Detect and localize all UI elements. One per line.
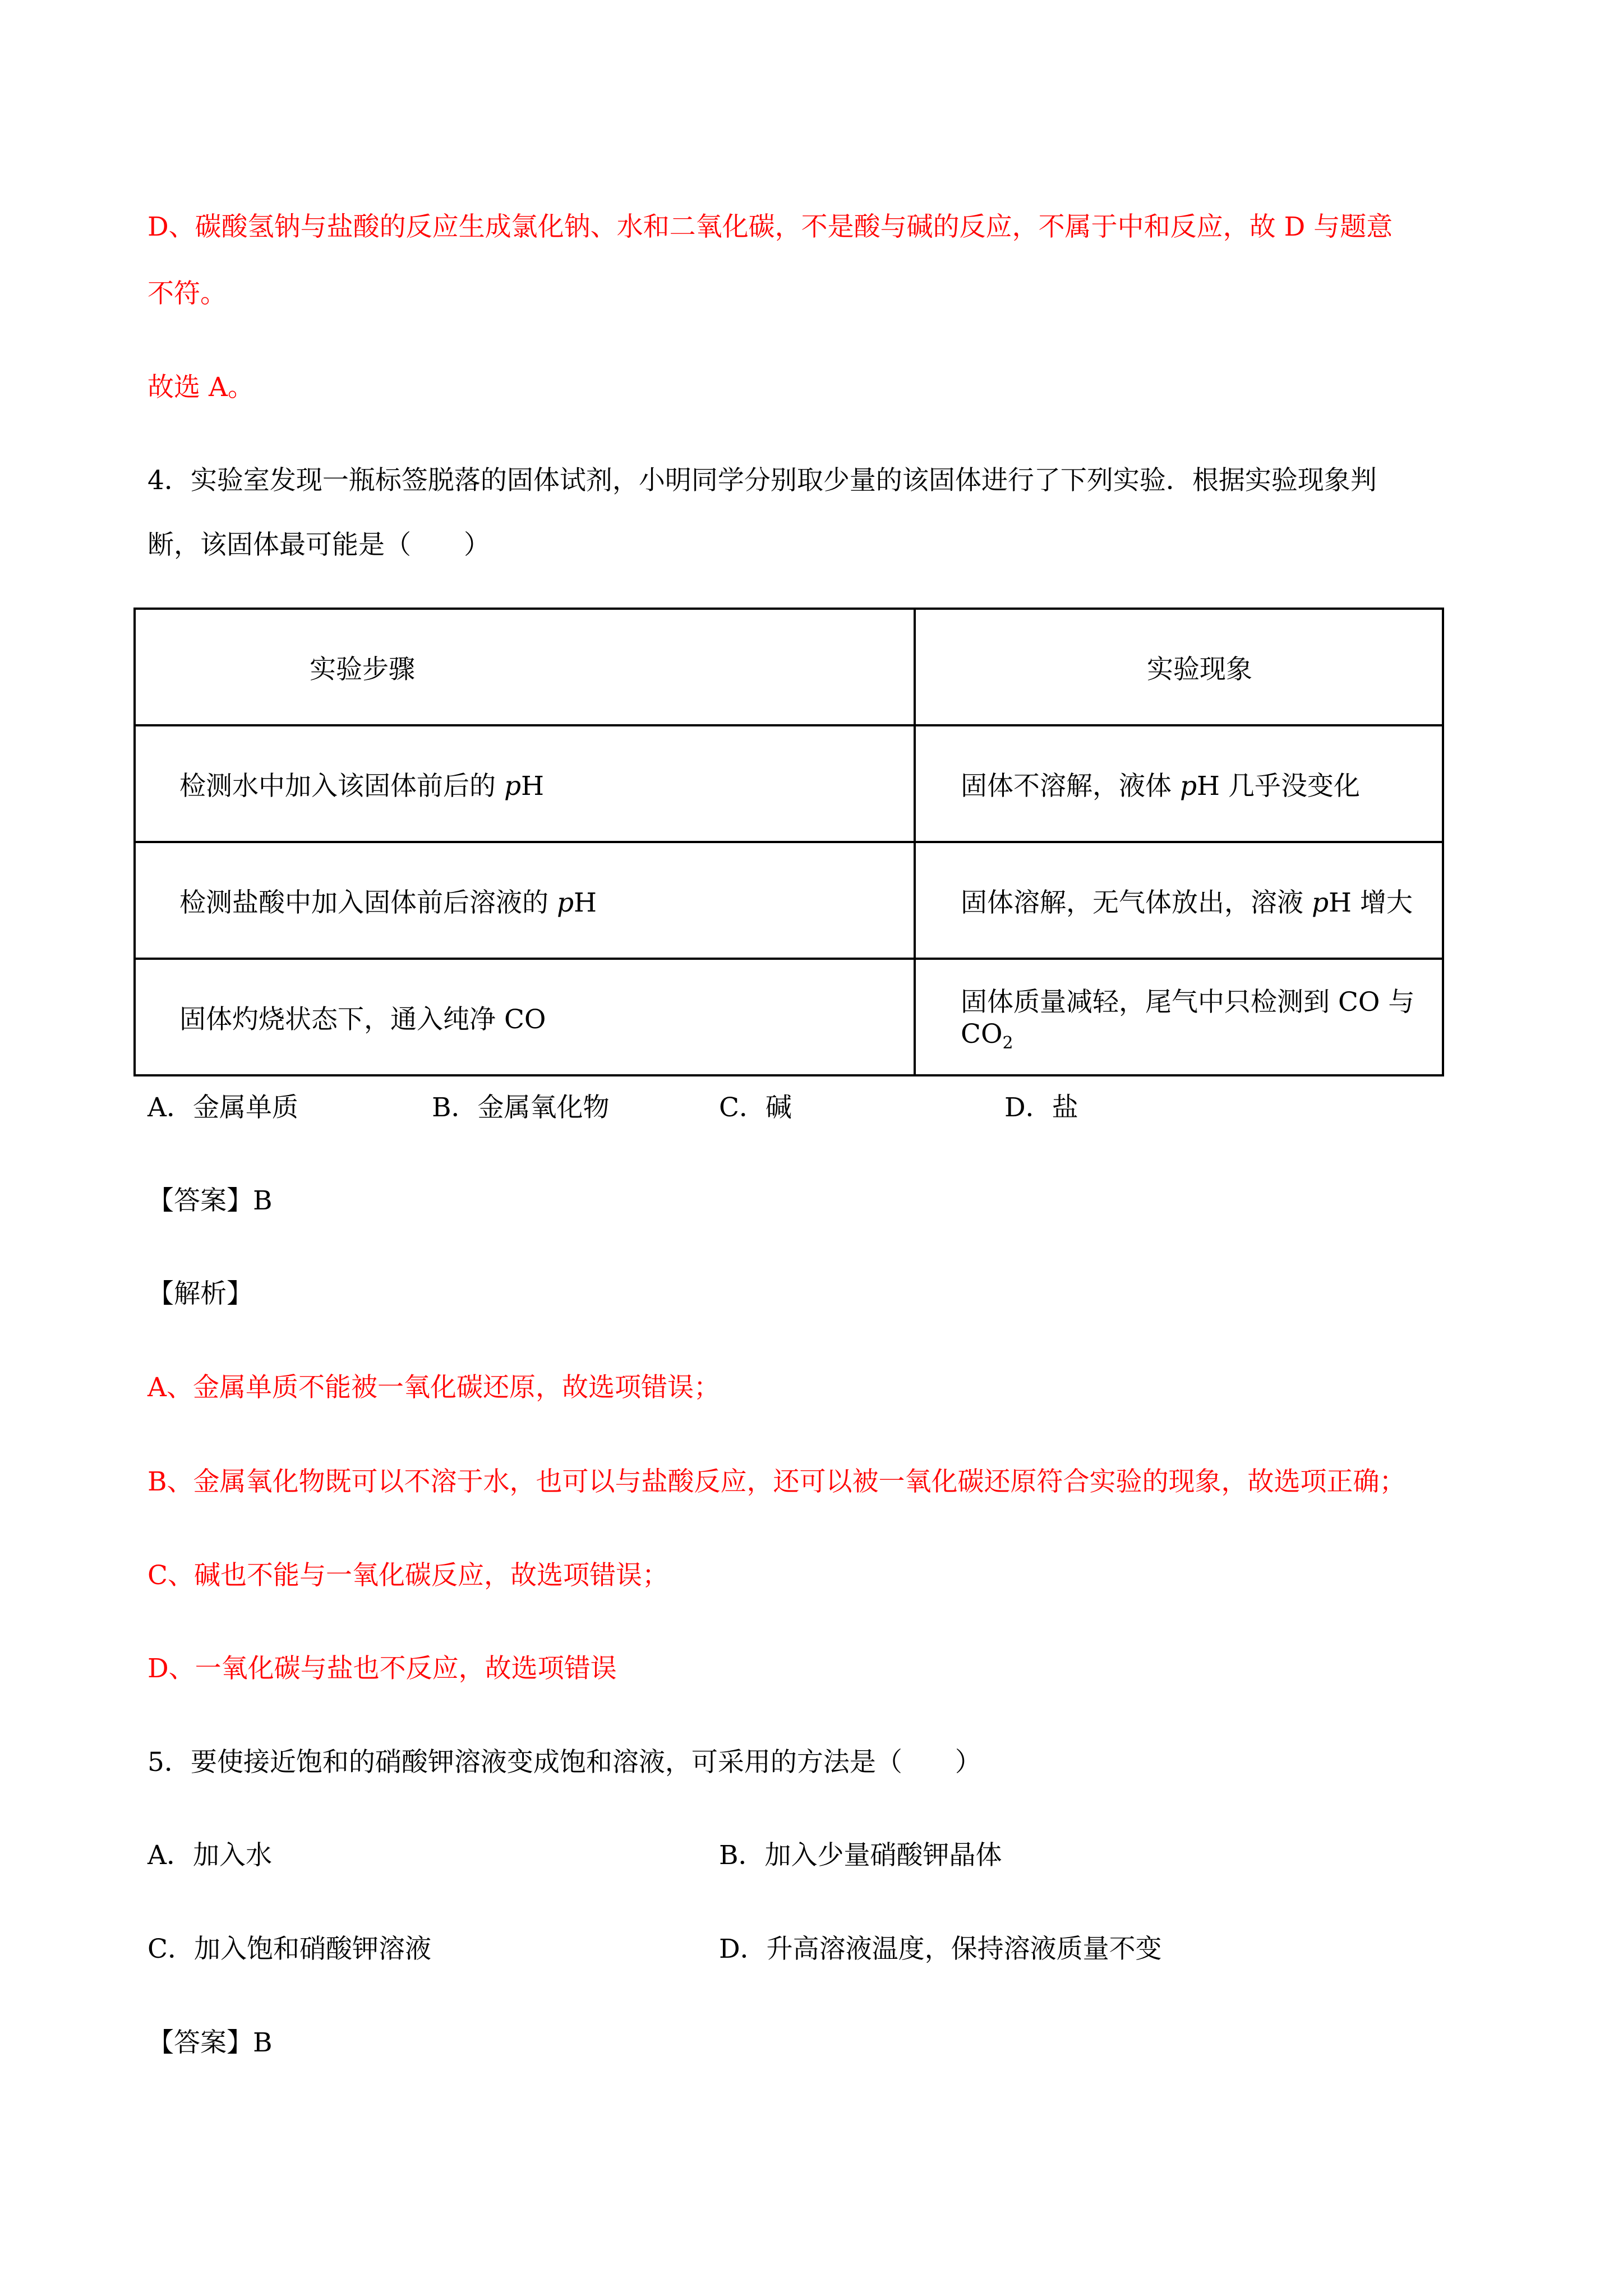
q4-option-b: B．金属氧化物: [432, 1092, 610, 1123]
row3-observation: 固体质量减轻，尾气中只检测到 CO 与 $CO_2$: [915, 959, 1443, 1075]
q4-stem-line1: 4．实验室发现一瓶标签脱落的固体试剂，小明同学分别取少量的该固体进行了下列实验．根据实验现象判: [147, 465, 1377, 496]
experiment-table: [133, 608, 1444, 1076]
q4-analysis-b: B、金属氧化物既可以不溶于水，也可以与盐酸反应，还可以被一氧化碳还原符合实验的现象，故选项正确；: [147, 1466, 1406, 1497]
header-observation: 实验现象: [915, 609, 1443, 725]
q5-option-c: C．加入饱和硝酸钾溶液: [147, 1934, 431, 1964]
table-row: [135, 842, 1443, 959]
table-header-row: [135, 609, 1443, 725]
q3-choice: 故选 A。: [147, 372, 254, 403]
q4-option-c: C．碱: [719, 1092, 792, 1123]
q4-analysis-a: A、金属单质不能被一氧化碳还原，故选项错误；: [147, 1372, 720, 1403]
row3-step: 固体灼烧状态下，通入纯净 CO: [135, 959, 915, 1075]
q4-option-a: A．金属单质: [147, 1092, 298, 1123]
q5-option-d: D．升高溶液温度，保持溶液质量不变: [719, 1934, 1162, 1964]
q4-analysis-c: C、碱也不能与一氧化碳反应，故选项错误；: [147, 1560, 668, 1591]
q4-stem-line2: 断，该固体最可能是（ ）: [147, 530, 490, 560]
table-row: [135, 725, 1443, 842]
q3-analysis-d-line2: 不符。: [147, 278, 227, 309]
header-step: 实验步骤: [135, 609, 915, 725]
q4-option-d: D．盐: [1004, 1092, 1078, 1123]
q5-answer: 【答案】B: [147, 2027, 273, 2058]
row1-observation: 固体不溶解，液体 pH 几乎没变化: [915, 725, 1443, 842]
q5-option-a: A．加入水: [147, 1840, 272, 1871]
q5-option-b: B．加入少量硝酸钾晶体: [719, 1840, 1002, 1871]
row1-step: 检测水中加入该固体前后的 pH: [135, 725, 915, 842]
q4-answer: 【答案】B: [147, 1185, 273, 1216]
q4-analysis-label: 【解析】: [147, 1278, 253, 1309]
q5-stem: 5．要使接近饱和的硝酸钾溶液变成饱和溶液，可采用的方法是（ ）: [147, 1747, 981, 1778]
table-row: [135, 959, 1443, 1075]
row2-observation: 固体溶解，无气体放出，溶液 pH 增大: [915, 842, 1443, 959]
q4-analysis-d: D、一氧化碳与盐也不反应，故选项错误: [147, 1653, 617, 1684]
row2-step: 检测盐酸中加入固体前后溶液的 pH: [135, 842, 915, 959]
q3-analysis-d-line1: D、碳酸氢钠与盐酸的反应生成氯化钠、水和二氧化碳，不是酸与碱的反应，不属于中和反应，故 D 与题意: [147, 211, 1393, 242]
